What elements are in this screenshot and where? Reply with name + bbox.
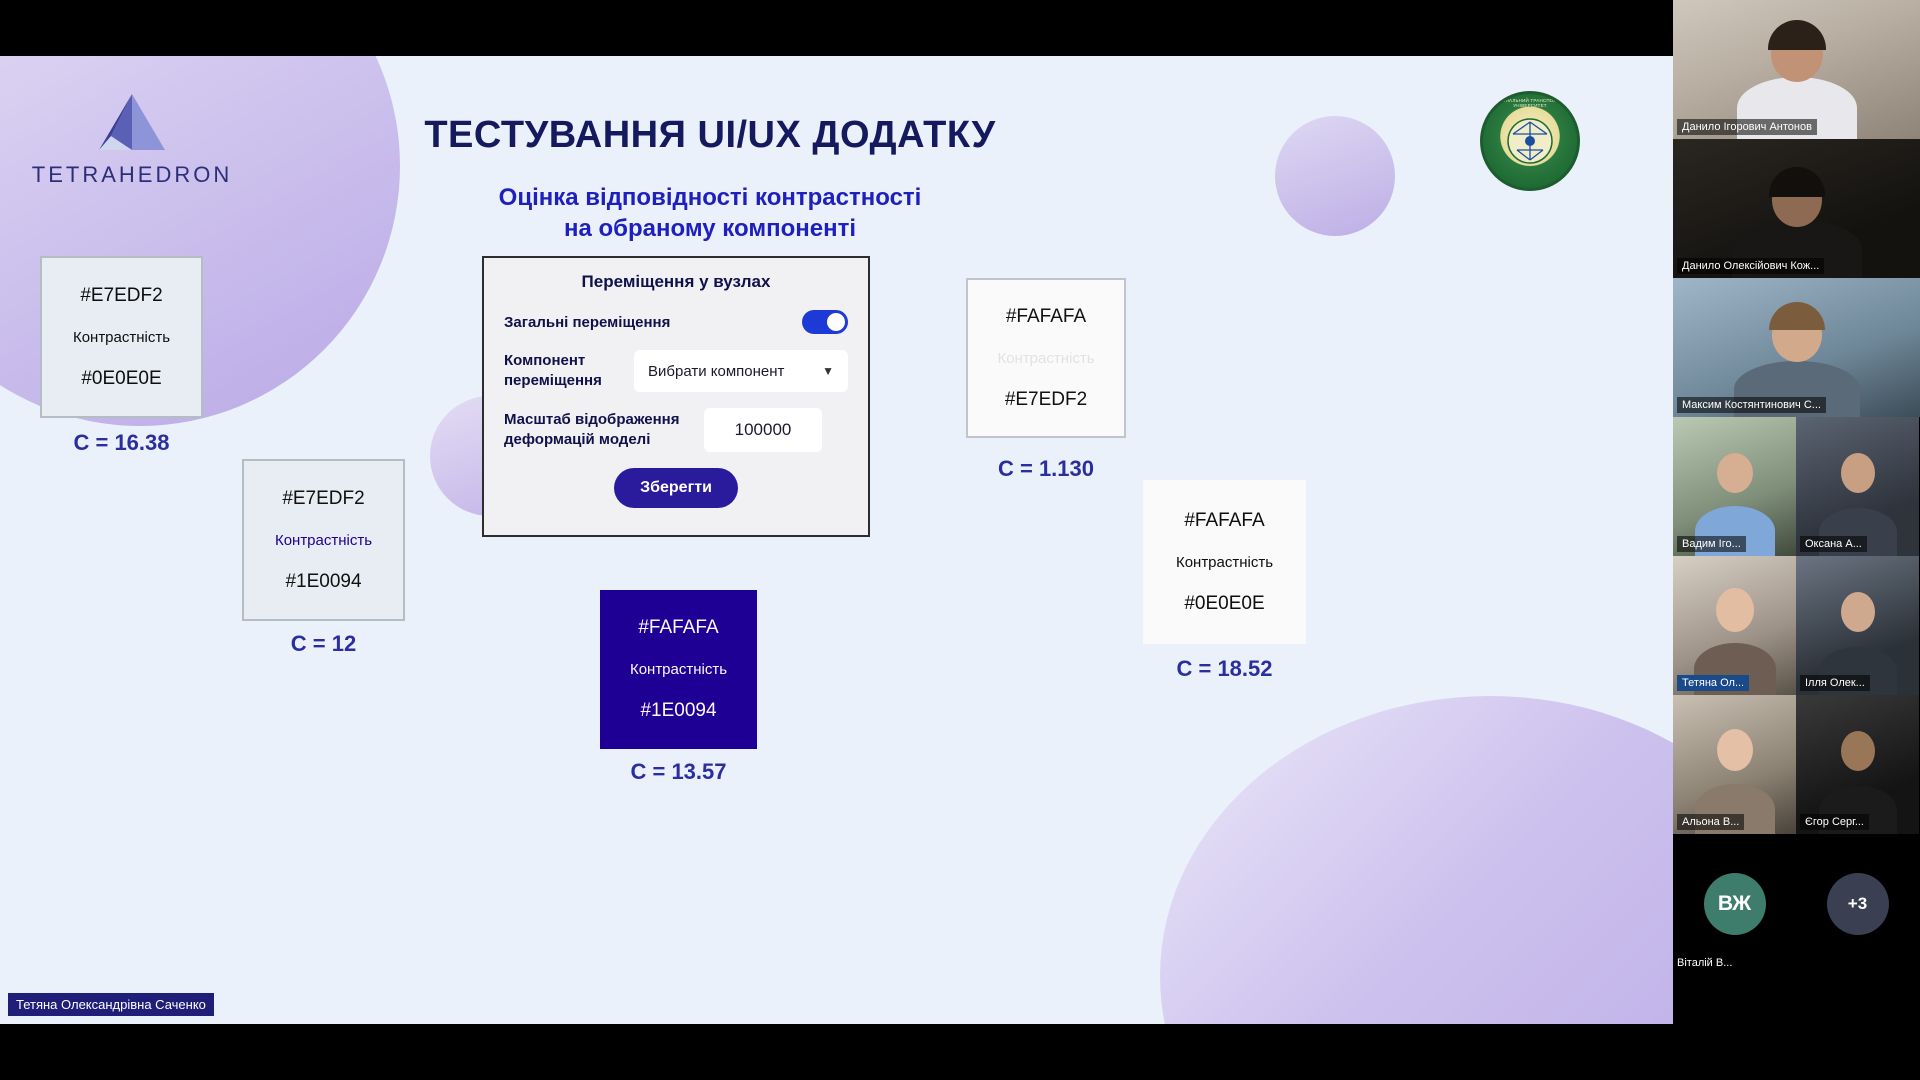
participant-name: Оксана А... <box>1800 536 1867 552</box>
contrast-value-1: C = 16.38 <box>73 430 170 455</box>
participant-name: Данило Ігорович Антонов <box>1677 119 1817 135</box>
swatch-contrast-label: Контрастність <box>72 328 171 346</box>
participant-rail <box>1673 0 1920 1080</box>
decorative-blob-bottom-right <box>1160 696 1673 1024</box>
swatch-fg-hex: #1E0094 <box>285 570 362 592</box>
participant-name: Максим Костянтинович С... <box>1677 397 1826 413</box>
swatch-contrast-label: Контрастність <box>629 661 728 678</box>
emblem-ring-text: НАЦІОНАЛЬНИЙ ТРАНСПОРТНИЙ УНІВЕРСИТЕТ <box>1490 98 1570 108</box>
participant-tile-pair <box>1673 417 1920 556</box>
component-select-value: Вибрати компонент <box>648 362 785 380</box>
swatch-contrast-label: Контрастність <box>274 531 373 549</box>
contrast-value-4: C = 1.130 <box>997 456 1094 481</box>
page-subtitle <box>0 182 1420 244</box>
contrast-swatch-1 <box>40 256 203 418</box>
component-select[interactable] <box>634 350 848 392</box>
participant-tile-pair <box>1673 695 1920 834</box>
avatar: ВЖ <box>1704 873 1766 935</box>
swatch-fg-hex: #0E0E0E <box>1184 592 1265 614</box>
component-select-label: Компонент переміщення <box>504 352 602 389</box>
general-displacement-row <box>504 310 848 334</box>
displacement-dialog <box>482 256 870 537</box>
participant-tile[interactable] <box>1673 695 1796 834</box>
participant-tile[interactable] <box>1673 417 1796 556</box>
swatch-fg-hex: #E7EDF2 <box>1004 388 1088 410</box>
participant-name: Альона В... <box>1677 814 1744 830</box>
participant-tile[interactable] <box>1673 0 1920 139</box>
participant-avatar-tile[interactable] <box>1673 834 1796 973</box>
participant-tile[interactable] <box>1796 695 1919 834</box>
toggle-knob <box>827 313 845 331</box>
participant-name: Вадим Іго... <box>1677 536 1746 552</box>
save-button[interactable]: Зберегти <box>614 468 738 508</box>
swatch-contrast-label: Контрастність <box>1175 553 1274 571</box>
swatch-bg-hex: #FAFAFA <box>1005 305 1087 327</box>
participant-name: Ілля Олек... <box>1800 675 1870 691</box>
participant-name: Віталій В... <box>1677 957 1733 969</box>
scale-input-value: 100000 <box>734 420 792 439</box>
contrast-swatch-2 <box>242 459 405 621</box>
chevron-down-icon: ▼ <box>822 364 834 378</box>
scale-input[interactable] <box>704 408 822 452</box>
participant-tile[interactable] <box>1673 556 1796 695</box>
participant-tile[interactable] <box>1673 139 1920 278</box>
swatch-fg-hex: #1E0094 <box>640 700 717 721</box>
swatch-fg-hex: #0E0E0E <box>81 367 162 389</box>
swatch-bg-hex: #FAFAFA <box>638 617 719 638</box>
avatar-tile-pair <box>1673 834 1920 973</box>
brand-logo-text: TETRAHEDRON <box>31 162 233 187</box>
participant-name: Тетяна Ол... <box>1677 675 1749 691</box>
more-participants-tile[interactable] <box>1796 834 1919 973</box>
contrast-value-3: C = 13.57 <box>630 759 727 784</box>
dialog-title: Переміщення у вузлах <box>581 272 771 291</box>
presentation-slide <box>0 56 1673 1024</box>
contrast-swatch-3 <box>600 590 757 749</box>
university-emblem-icon <box>1480 91 1580 191</box>
contrast-value-2: C = 12 <box>290 631 357 656</box>
swatch-bg-hex: #FAFAFA <box>1184 509 1265 531</box>
page-title: ТЕСТУВАННЯ UI/UX ДОДАТКУ <box>424 114 996 156</box>
swatch-bg-hex: #E7EDF2 <box>282 487 365 509</box>
swatch-contrast-label: Контрастність <box>997 349 1095 367</box>
contrast-value-5: C = 18.52 <box>1176 656 1273 681</box>
participant-tile[interactable] <box>1796 417 1919 556</box>
participant-name: Данило Олексійович Кож... <box>1677 258 1824 274</box>
general-displacement-label: Загальні переміщення <box>504 313 671 331</box>
contrast-swatch-4 <box>966 278 1126 438</box>
participant-tile-pair <box>1673 556 1920 695</box>
participant-tile[interactable] <box>1673 278 1920 417</box>
participant-tile[interactable] <box>1796 556 1919 695</box>
contrast-swatch-5 <box>1143 480 1306 644</box>
more-participants-badge: +3 <box>1827 873 1889 935</box>
emblem-inner-graphic <box>1499 110 1561 172</box>
component-select-row <box>504 350 848 392</box>
scale-label: Масштаб відображення деформацій моделі <box>504 411 680 448</box>
participant-name: Єгор Серг... <box>1800 814 1869 830</box>
scale-row <box>504 408 848 452</box>
swatch-bg-hex: #E7EDF2 <box>80 284 163 306</box>
presenter-name-badge: Тетяна Олександрівна Саченко <box>8 993 214 1016</box>
general-displacement-toggle[interactable] <box>802 310 848 334</box>
page-subtitle-line-2: на обраному компоненті <box>563 215 856 242</box>
page-subtitle-line-1: Оцінка відповідності контрастності <box>498 184 922 211</box>
